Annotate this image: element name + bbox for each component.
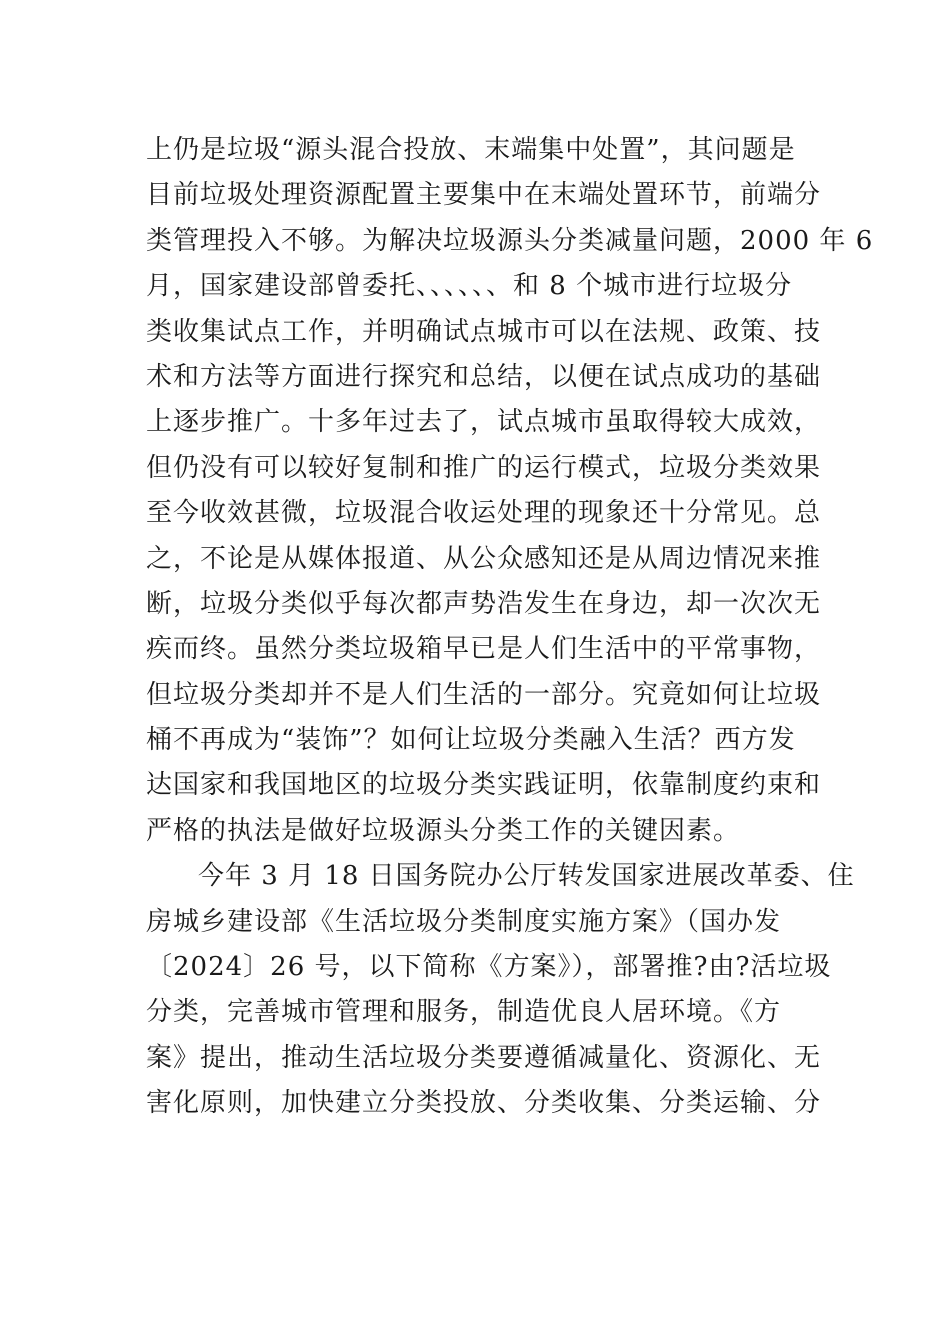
text-line: 类收集试点工作，并明确试点城市可以在法规、政策、技 — [146, 316, 822, 347]
text-line: 达国家和我国地区的垃圾分类实践证明，依靠制度约束和 — [146, 770, 822, 801]
text-line: 严格的执法是做好垃圾源头分类工作的关键因素。 — [146, 815, 741, 846]
text-line: 疾而终。虽然分类垃圾箱早已是人们生活中的平常事物， — [146, 634, 822, 665]
text-line: 之，不论是从媒体报道、从公众感知还是从周边情况来推 — [146, 543, 822, 574]
text-line: 今年 3 月 18 日国务院办公厅转发国家进展改革委、住 — [198, 861, 855, 892]
text-line: 术和方法等方面进行探究和总结，以便在试点成功的基础 — [146, 361, 822, 392]
text-line: 月，国家建设部曾委托、、、、、、和 8 个城市进行垃圾分 — [146, 271, 793, 302]
text-line: 但垃圾分类却并不是人们生活的一部分。究竟如何让垃圾 — [146, 679, 822, 710]
text-line: 类管理投入不够。为解决垃圾源头分类减量问题，2000 年 6 — [146, 225, 874, 256]
text-line: 上仍是垃圾“源头混合投放、末端集中处置”，其问题是 — [146, 135, 796, 165]
paragraph-1 — [146, 128, 874, 854]
body-text — [146, 128, 874, 1127]
text-line: 但仍没有可以较好复制和推广的运行模式，垃圾分类效果 — [146, 452, 822, 483]
text-line: 分类，完善城市管理和服务，制造优良人居环境。《方 — [146, 997, 782, 1028]
text-line: 房城乡建设部《生活垃圾分类制度实施方案》（国办发 — [146, 906, 782, 937]
text-line: 断，垃圾分类似乎每次都声势浩发生在身边，却一次次无 — [146, 588, 822, 619]
text-line: 案》提出，推动生活垃圾分类要遵循减量化、资源化、无 — [146, 1042, 822, 1073]
text-line: 上逐步推广。十多年过去了，试点城市虽取得较大成效， — [146, 407, 822, 438]
text-line: 桶不再成为“装饰”？如何让垃圾分类融入生活？西方发 — [146, 725, 796, 756]
paragraph-2 — [146, 854, 855, 1126]
text-line: 〔2024〕26 号，以下简称《方案》），部署推?由?活垃圾 — [146, 952, 832, 983]
text-line: 目前垃圾处理资源配置主要集中在末端处置环节，前端分 — [146, 180, 822, 211]
text-line: 至今收效甚微，垃圾混合收运处理的现象还十分常见。总 — [146, 498, 822, 529]
text-line: 害化原则，加快建立分类投放、分类收集、分类运输、分 — [146, 1088, 822, 1119]
